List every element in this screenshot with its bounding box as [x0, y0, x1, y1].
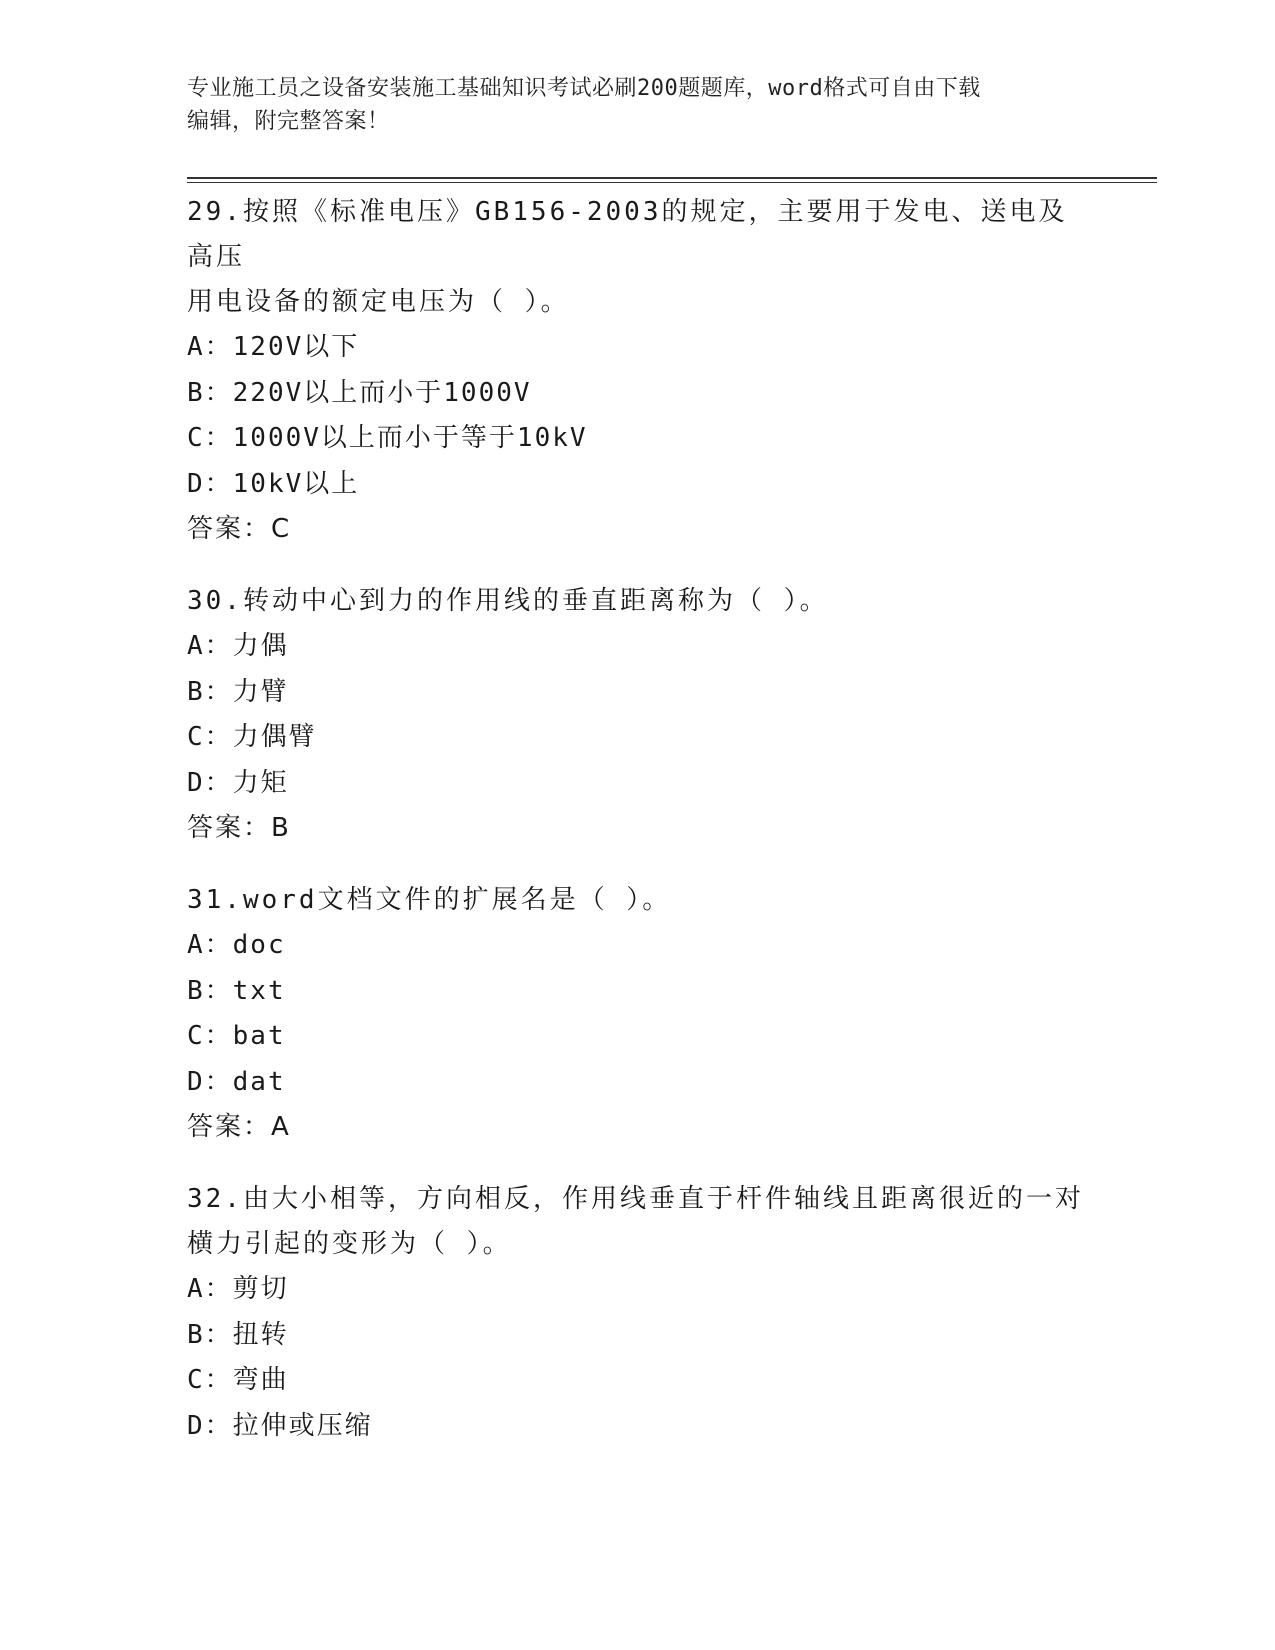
header-line-2: 编辑，附完整答案！: [187, 109, 390, 134]
answer-value: B: [271, 813, 291, 843]
question-stem-line: 29.按照《标准电压》GB156-2003的规定，主要用于发电、送电及高压: [187, 197, 1068, 272]
option-d: D：力矩: [187, 767, 289, 798]
header-line-1: 专业施工员之设备安装施工基础知识考试必刷200题题库，word格式可自由下载: [187, 76, 981, 101]
option-d: D：拉伸或压缩: [187, 1410, 373, 1441]
option-c: C：1000V以上而小于等于10kV: [187, 423, 588, 453]
answer-line: [187, 1105, 1087, 1149]
question-list: [187, 190, 1087, 1477]
answer-value: A: [271, 1112, 291, 1142]
answer-line: [187, 806, 1087, 850]
question-30: [187, 579, 1087, 850]
answer-label: 答案：: [187, 813, 272, 843]
option-d: D：dat: [187, 1066, 286, 1097]
question-31: [187, 878, 1087, 1149]
question-29: [187, 190, 1087, 551]
option-b: B：扭转: [187, 1319, 289, 1350]
question-stem-line: 横力引起的变形为（ ）。: [187, 1229, 512, 1259]
header-divider-thick: [187, 177, 1157, 179]
question-stem-line: 用电设备的额定电压为（ ）。: [187, 287, 570, 317]
answer-label: 答案：: [187, 514, 272, 544]
option-a: A：剪切: [187, 1274, 289, 1304]
answer-value: C: [271, 514, 292, 544]
header-divider-thin: [187, 182, 1157, 183]
question-stem-line: 30.转动中心到力的作用线的垂直距离称为（ ）。: [187, 586, 829, 616]
answer-line: [187, 507, 1087, 551]
answer-label: 答案：: [187, 1112, 272, 1142]
option-a: A：120V以下: [187, 332, 360, 362]
document-header: [187, 72, 1087, 138]
option-d: D：10kV以上: [187, 468, 360, 499]
option-a: A：doc: [187, 930, 286, 960]
option-c: C：力偶臂: [187, 722, 317, 752]
option-b: B：力臂: [187, 676, 289, 707]
question-stem-line: 31.word文档文件的扩展名是（ ）。: [187, 885, 672, 915]
option-c: C：弯曲: [187, 1365, 289, 1395]
question-stem-line: 32.由大小相等，方向相反，作用线垂直于杆件轴线且距离很近的一对: [187, 1184, 1084, 1214]
option-b: B：220V以上而小于1000V: [187, 377, 532, 408]
option-c: C：bat: [187, 1021, 286, 1051]
option-b: B：txt: [187, 975, 286, 1006]
question-32: [187, 1177, 1087, 1449]
option-a: A：力偶: [187, 631, 289, 661]
